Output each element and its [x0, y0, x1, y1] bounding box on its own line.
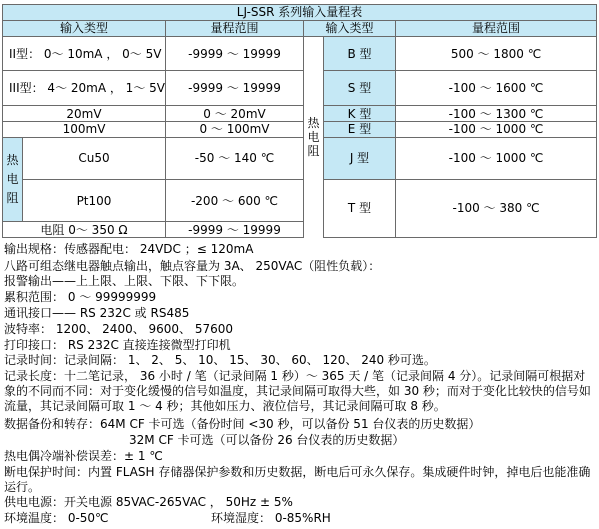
tc-type-k: K 型 — [324, 106, 396, 122]
spec-power-protection: 断电保护时间：内置 FLASH 存储器保护参数和历史数据，断电后可永久保存。集成硬件时钟，掉电后也能准确运行。 — [4, 465, 591, 494]
spec-power-supply: 供电电源：开关电源 85VAC-265VAC ， 50Hz ± 5% — [4, 495, 293, 509]
tc-type-j: J 型 — [324, 137, 396, 179]
spec-ambient-temperature: 环境温度： 0-50℃ — [4, 511, 109, 525]
row-range-current-ii: -9999 ～ 19999 — [166, 36, 304, 71]
row-range-current-iii: -9999 ～ 19999 — [166, 71, 304, 106]
spec-alarm-output: 报警输出——上上限、上限、下限、下下限。 — [4, 274, 245, 288]
spec-comm-interface: 通讯接口—— RS 232C 或 RS485 — [4, 306, 190, 320]
rtd-group-label-text: 热电阻 — [6, 152, 19, 205]
tc-group-label — [304, 36, 324, 237]
spec-accumulation-range: 累积范围： 0 ～ 99999999 — [4, 290, 157, 304]
tc-range-j: -100 ～ 1000 ℃ — [396, 137, 597, 179]
tc-type-t: T 型 — [324, 179, 396, 237]
spec-output: 输出规格：传感器配电： 24VDC ；≤ 120mA — [4, 242, 254, 256]
rtd-range-cu50: -50 ～ 140 ℃ — [166, 137, 304, 179]
row-type-20mv: 20mV — [3, 106, 166, 122]
row-type-100mv: 100mV — [3, 122, 166, 138]
tc-range-s: -100 ～ 1600 ℃ — [396, 71, 597, 106]
tc-range-t: -100 ～ 380 ℃ — [396, 179, 597, 237]
row-type-current-ii: II型： 0～ 10mA ， 0～ 5V — [3, 36, 166, 71]
spec-relay-output: 八路可组态继电器触点输出，触点容量为 3A、 250VAC（阻性负载）： — [4, 259, 381, 273]
header-range-left: 量程范围 — [166, 20, 304, 36]
tc-range-e: -100 ～ 1000 ℃ — [396, 122, 597, 138]
tc-type-b: B 型 — [324, 36, 396, 71]
row-type-current-iii: III型： 4～ 20mA ， 1～ 5V — [3, 71, 166, 106]
spec-record-length: 记录长度：十二笔记录， 36 小时 / 笔（记录间隔 1 秒）～ 365 天 / 笔（记录间隔 4 分）。记录间隔可根据对象的不同而不同：对于变化缓慢的信号如温度，其记录间隔可取得大些，如 30 秒；而对于变化比较快的信号如流量，其记录间隔可取 1 ～ 4 秒；其他如压力、液位信号，其记录间隔可取 8 秒。 — [4, 369, 591, 413]
spec-backup-64m: 数据备份和转存：64M CF 卡可选（备份时间 <30 秒，可以备份 51 台仪表的历史数据） — [4, 417, 481, 431]
row-range-resistance: -9999 ～ 19999 — [166, 222, 304, 238]
tc-type-e: E 型 — [324, 122, 396, 138]
tc-type-s: S 型 — [324, 71, 396, 106]
rtd-type-cu50: Cu50 — [23, 137, 166, 179]
table-title: LJ-SSR 系列输入量程表 — [3, 5, 597, 21]
spec-cold-junction: 热电偶冷端补偿误差：± 1 ℃ — [4, 449, 163, 463]
spec-baud-rate: 波特率： 1200、 2400、 9600、 57600 — [4, 322, 234, 336]
input-range-table — [2, 4, 597, 238]
rtd-group-label — [3, 137, 23, 221]
header-range-right: 量程范围 — [396, 20, 597, 36]
rtd-range-pt100: -200 ～ 600 ℃ — [166, 179, 304, 221]
tc-range-b: 500 ～ 1800 ℃ — [396, 36, 597, 71]
row-range-100mv: 0 ～ 100mV — [166, 122, 304, 138]
spec-record-time: 记录时间：记录间隔： 1、 2、 5、 10、 15、 30、 60、 120、 240 秒可选。 — [4, 353, 436, 367]
rtd-type-pt100: Pt100 — [23, 179, 166, 221]
row-range-20mv: 0 ～ 20mV — [166, 106, 304, 122]
spec-ambient-humidity: 环境湿度： 0-85%RH — [211, 511, 331, 525]
tc-range-k: -100 ～ 1300 ℃ — [396, 106, 597, 122]
spec-print-interface: 打印接口： RS 232C 直接连接微型打印机 — [4, 338, 231, 352]
header-input-type-left: 输入类型 — [3, 20, 166, 36]
spec-backup-32m: 32M CF 卡可选（可以备份 26 台仪表的历史数据） — [129, 433, 405, 447]
tc-group-label-text: 热电阻 — [307, 116, 320, 159]
row-type-resistance: 电阻 0～ 350 Ω — [3, 222, 166, 238]
header-input-type-right: 输入类型 — [304, 20, 396, 36]
